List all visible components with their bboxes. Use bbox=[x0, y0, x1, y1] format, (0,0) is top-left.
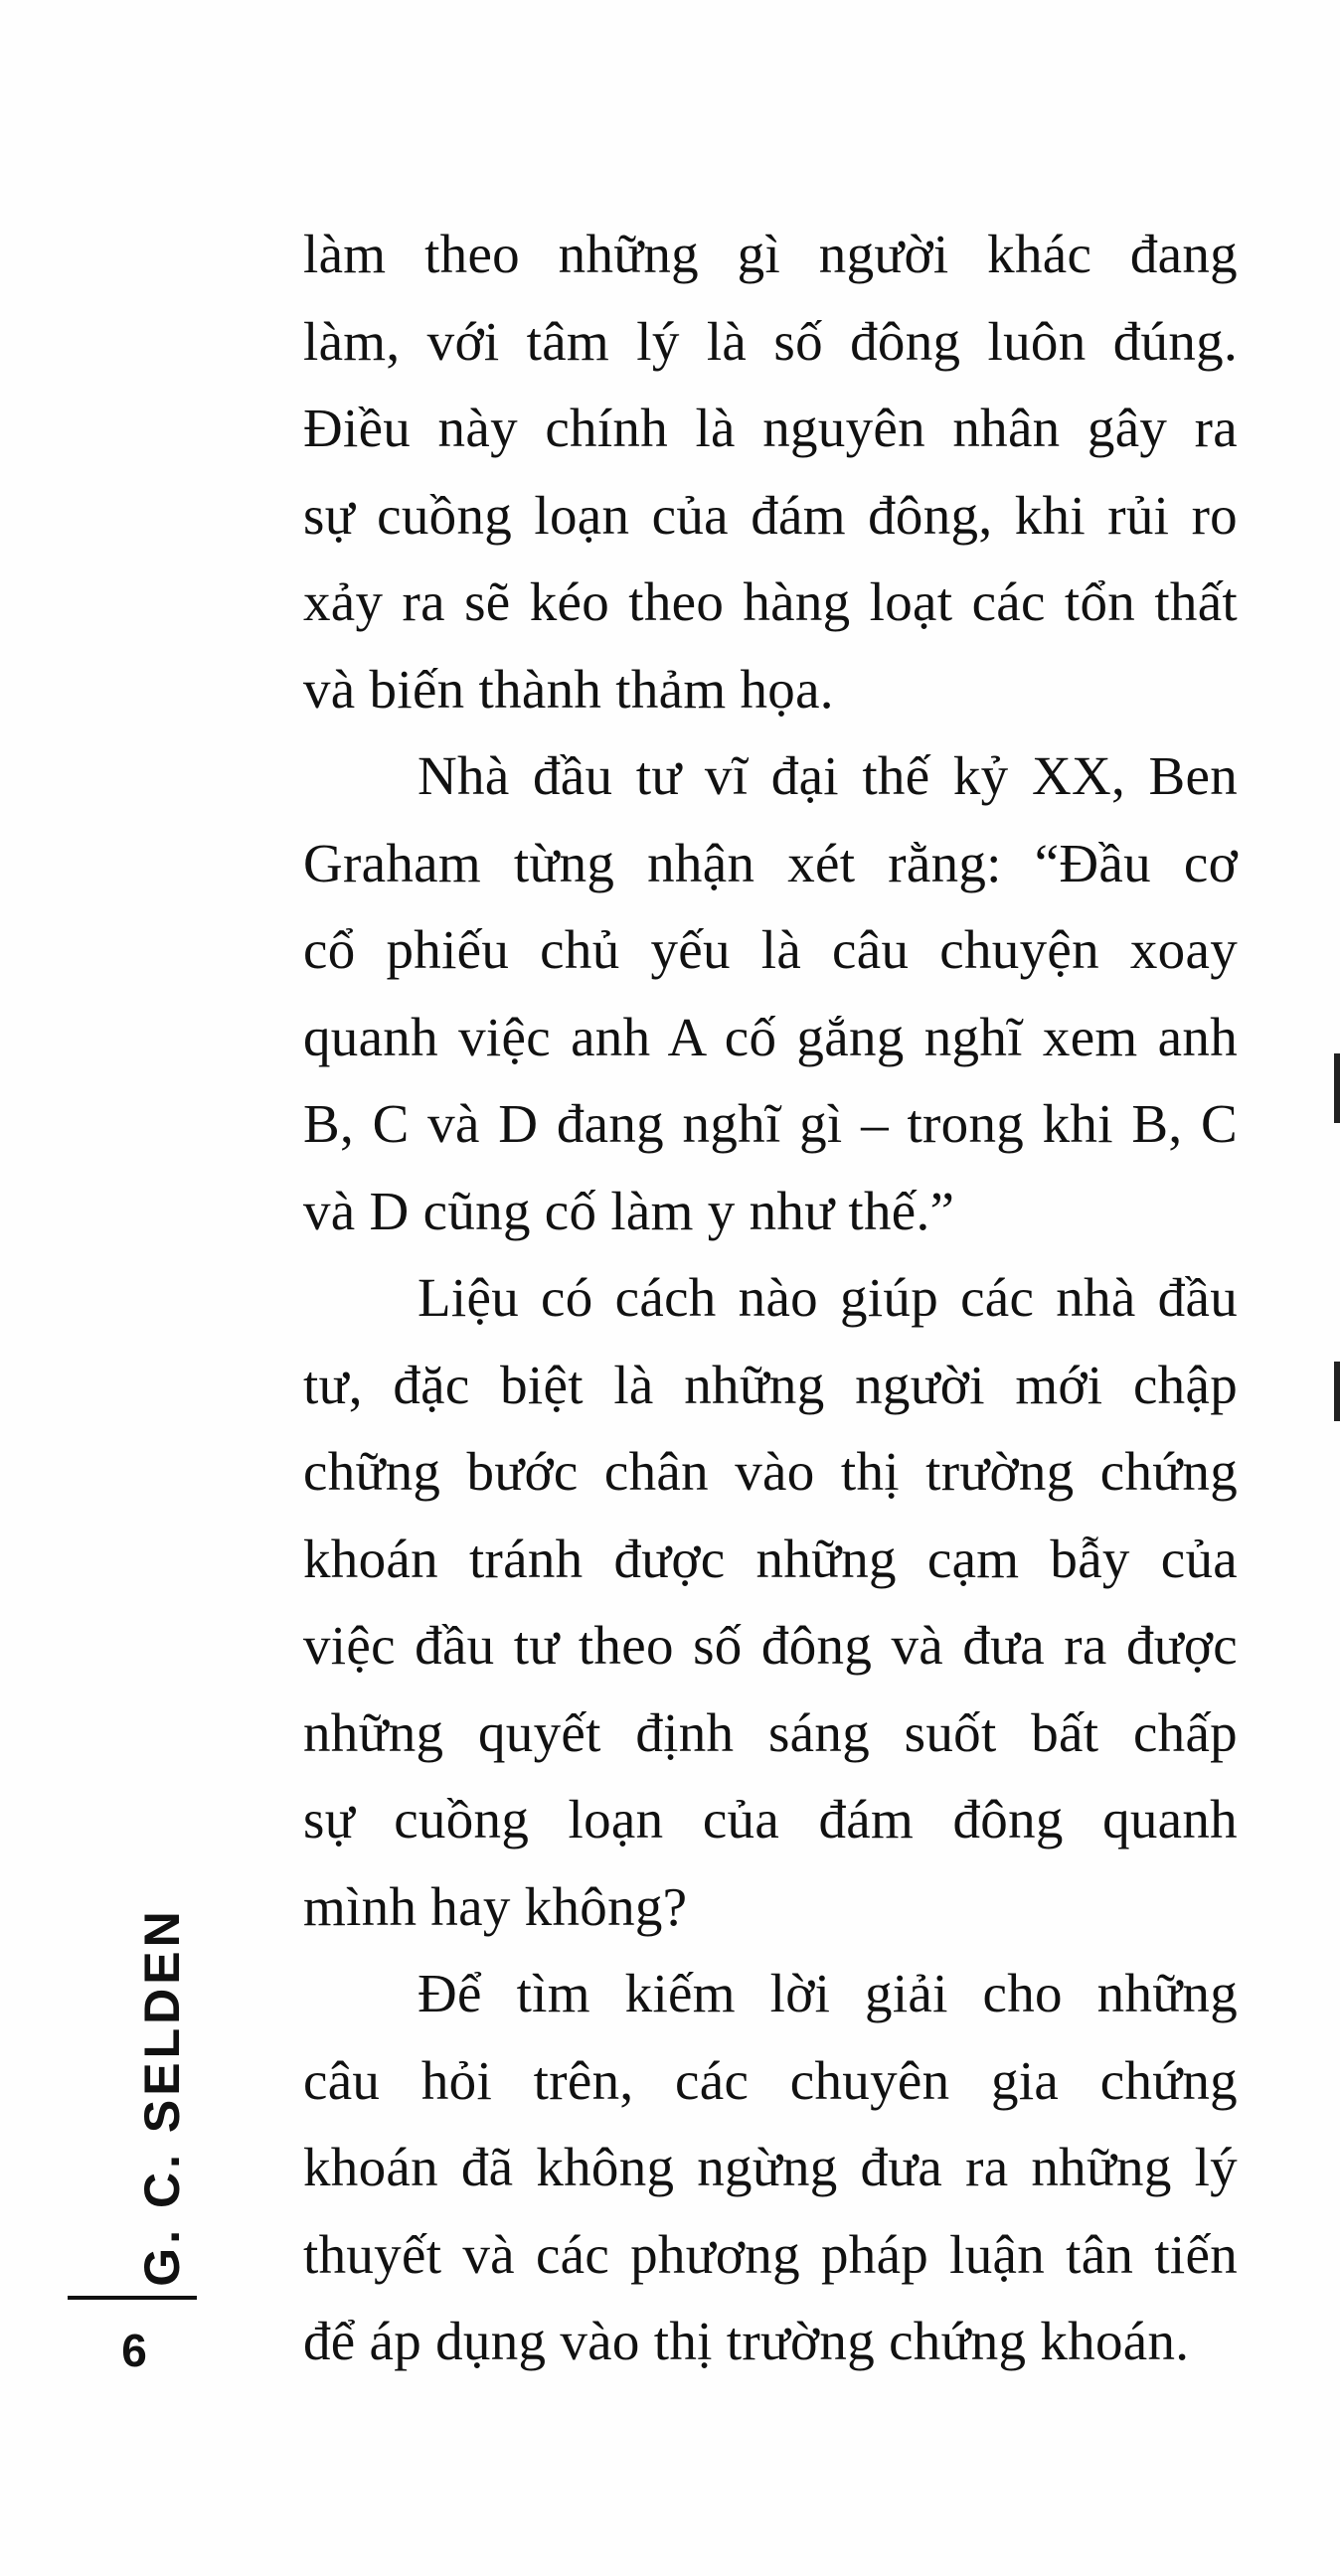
page-edge-mark bbox=[1334, 1053, 1340, 1123]
text-line: mình hay không? bbox=[303, 1875, 688, 1937]
text-line: làm, với tâm lý là số đông luôn đúng. bbox=[303, 310, 1238, 372]
text-line: chững bước chân vào thị trường chứng bbox=[303, 1441, 1238, 1502]
text-line: làm theo những gì người khác đang bbox=[303, 224, 1238, 284]
text-line: những quyết định sáng suốt bất chấp bbox=[303, 1701, 1238, 1763]
folio-divider bbox=[68, 2296, 197, 2300]
text-line: Liệu có cách nào giúp các nhà đầu bbox=[418, 1267, 1238, 1328]
text-line: Graham từng nhận xét rằng: “Đầu cơ bbox=[303, 832, 1238, 893]
text-line: xảy ra sẽ kéo theo hàng loạt các tổn thất bbox=[303, 571, 1238, 632]
text-line: Để tìm kiếm lời giải cho những bbox=[418, 1963, 1238, 2023]
text-line: quanh việc anh A cố gắng nghĩ xem anh bbox=[303, 1006, 1238, 1067]
text-line: thuyết và các phương pháp luận tân tiến bbox=[303, 2223, 1238, 2285]
text-line: sự cuồng loạn của đám đông, khi rủi ro bbox=[303, 484, 1238, 546]
page-number: 6 bbox=[121, 2325, 147, 2376]
text-line: B, C và D đang nghĩ gì – trong khi B, C bbox=[303, 1093, 1238, 1154]
text-line: Nhà đầu tư vĩ đại thế kỷ XX, Ben bbox=[418, 745, 1238, 806]
text-line: để áp dụng vào thị trường chứng khoán. bbox=[303, 2311, 1190, 2371]
text-line: Điều này chính là nguyên nhân gây ra bbox=[303, 398, 1238, 458]
text-line: và biến thành thảm họa. bbox=[303, 658, 834, 720]
body-text bbox=[303, 211, 1238, 2385]
page-edge-mark bbox=[1334, 1362, 1340, 1421]
text-line: sự cuồng loạn của đám đông quanh bbox=[303, 1789, 1238, 1850]
text-line: tư, đặc biệt là những người mới chập bbox=[303, 1354, 1238, 1415]
text-line: việc đầu tư theo số đông và đưa ra được bbox=[303, 1615, 1238, 1676]
running-author bbox=[99, 1903, 189, 2291]
text-line: câu hỏi trên, các chuyên gia chứng bbox=[303, 2049, 1238, 2111]
text-line: và D cũng cố làm y như thế.” bbox=[303, 1180, 955, 1241]
text-line: khoán đã không ngừng đưa ra những lý bbox=[303, 2137, 1238, 2197]
text-line: khoán tránh được những cạm bẫy của bbox=[303, 1528, 1238, 1589]
author-name: G. C. SELDEN bbox=[134, 1907, 190, 2287]
text-line: cổ phiếu chủ yếu là câu chuyện xoay bbox=[303, 919, 1238, 980]
